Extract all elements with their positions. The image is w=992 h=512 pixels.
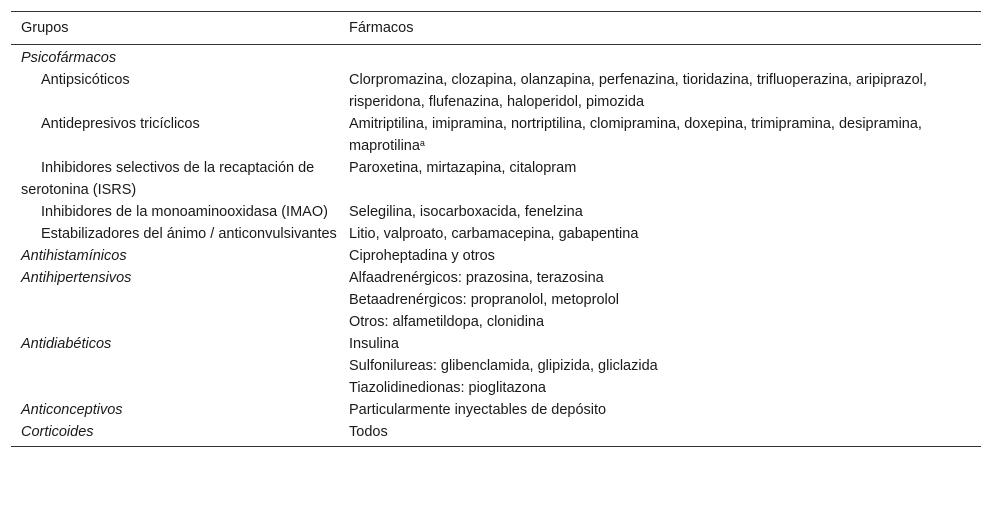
- group-label: Antihipertensivos: [21, 270, 132, 286]
- group-cell: [11, 69, 349, 113]
- drugs-text: Clorpromazina, clozapina, olanzapina, perfenazina, tioridazina, trifluoperazina, aripiprazol, risperidona, flufenazina, haloperidol, pimozida: [349, 72, 927, 110]
- table-row: [11, 157, 981, 201]
- drugs-text: Amitriptilina, imipramina, nortriptilina, clomipramina, doxepina, trimipramina, desipramina, maprotilina: [349, 116, 922, 154]
- drug-groups-table: [11, 11, 981, 447]
- drugs-cell: [349, 289, 981, 311]
- footnote-marker: a: [419, 138, 425, 148]
- drugs-cell: [349, 333, 981, 355]
- drugs-cell: [349, 421, 981, 447]
- group-label: Psicofármacos: [21, 50, 117, 66]
- header-row: [11, 12, 981, 45]
- drugs-text: Betaadrenérgicos: propranolol, metoprolol: [349, 292, 620, 308]
- group-cell: [11, 377, 349, 399]
- group-label: Inhibidores selectivos de la recaptación de serotonina (ISRS): [21, 160, 315, 198]
- drugs-cell: [349, 69, 981, 113]
- group-label: Antidiabéticos: [21, 336, 112, 352]
- drugs-cell: [349, 377, 981, 399]
- drugs-text: Selegilina, isocarboxacida, fenelzina: [349, 204, 583, 220]
- drugs-text: Todos: [349, 424, 388, 440]
- group-cell: [11, 201, 349, 223]
- table-row: [11, 45, 981, 70]
- drugs-cell: [349, 267, 981, 289]
- table-row: [11, 267, 981, 289]
- group-cell: [11, 113, 349, 157]
- drugs-text: Otros: alfametildopa, clonidina: [349, 314, 545, 330]
- table-row: [11, 289, 981, 311]
- table-row: [11, 311, 981, 333]
- drugs-cell: [349, 311, 981, 333]
- group-label: Antidepresivos tricíclicos: [41, 116, 200, 132]
- group-cell: [11, 223, 349, 245]
- group-label: Estabilizadores del ánimo / anticonvulsivantes: [41, 226, 337, 242]
- table-row: [11, 69, 981, 113]
- table-row: [11, 399, 981, 421]
- group-label: Antipsicóticos: [41, 72, 130, 88]
- table-row: [11, 355, 981, 377]
- table-row: [11, 201, 981, 223]
- table-row: [11, 333, 981, 355]
- group-label: Antihistamínicos: [21, 248, 127, 264]
- table-header: [11, 12, 981, 45]
- table-row: [11, 245, 981, 267]
- drugs-text: Ciproheptadina y otros: [349, 248, 495, 264]
- drugs-text: Sulfonilureas: glibenclamida, glipizida, gliclazida: [349, 358, 658, 374]
- drugs-cell: [349, 223, 981, 245]
- group-cell: [11, 333, 349, 355]
- group-label: Anticonceptivos: [21, 402, 123, 418]
- header-groups: Grupos: [11, 12, 349, 45]
- drugs-cell: [349, 245, 981, 267]
- table-row: [11, 113, 981, 157]
- group-cell: [11, 157, 349, 201]
- group-cell: [11, 245, 349, 267]
- drugs-text: Particularmente inyectables de depósito: [349, 402, 607, 418]
- table-row: [11, 223, 981, 245]
- drugs-cell: [349, 45, 981, 70]
- drugs-text: Alfaadrenérgicos: prazosina, terazosina: [349, 270, 604, 286]
- drugs-text: Insulina: [349, 336, 399, 352]
- drugs-text: Paroxetina, mirtazapina, citalopram: [349, 160, 577, 176]
- group-label: Inhibidores de la monoaminooxidasa (IMAO): [41, 204, 328, 220]
- drugs-text: Litio, valproato, carbamacepina, gabapentina: [349, 226, 639, 242]
- group-cell: [11, 45, 349, 70]
- group-cell: [11, 267, 349, 289]
- drugs-cell: [349, 399, 981, 421]
- group-cell: [11, 289, 349, 311]
- drugs-cell: [349, 113, 981, 157]
- table-row: [11, 421, 981, 447]
- drugs-cell: [349, 157, 981, 201]
- drugs-cell: [349, 355, 981, 377]
- table-body: [11, 45, 981, 447]
- drugs-text: Tiazolidinedionas: pioglitazona: [349, 380, 546, 396]
- group-cell: [11, 311, 349, 333]
- group-cell: [11, 421, 349, 447]
- group-cell: [11, 399, 349, 421]
- table-row: [11, 377, 981, 399]
- header-drugs: Fármacos: [349, 12, 981, 45]
- drugs-cell: [349, 201, 981, 223]
- group-label: Corticoides: [21, 424, 94, 440]
- drug-groups-table-container: [11, 11, 981, 447]
- group-cell: [11, 355, 349, 377]
